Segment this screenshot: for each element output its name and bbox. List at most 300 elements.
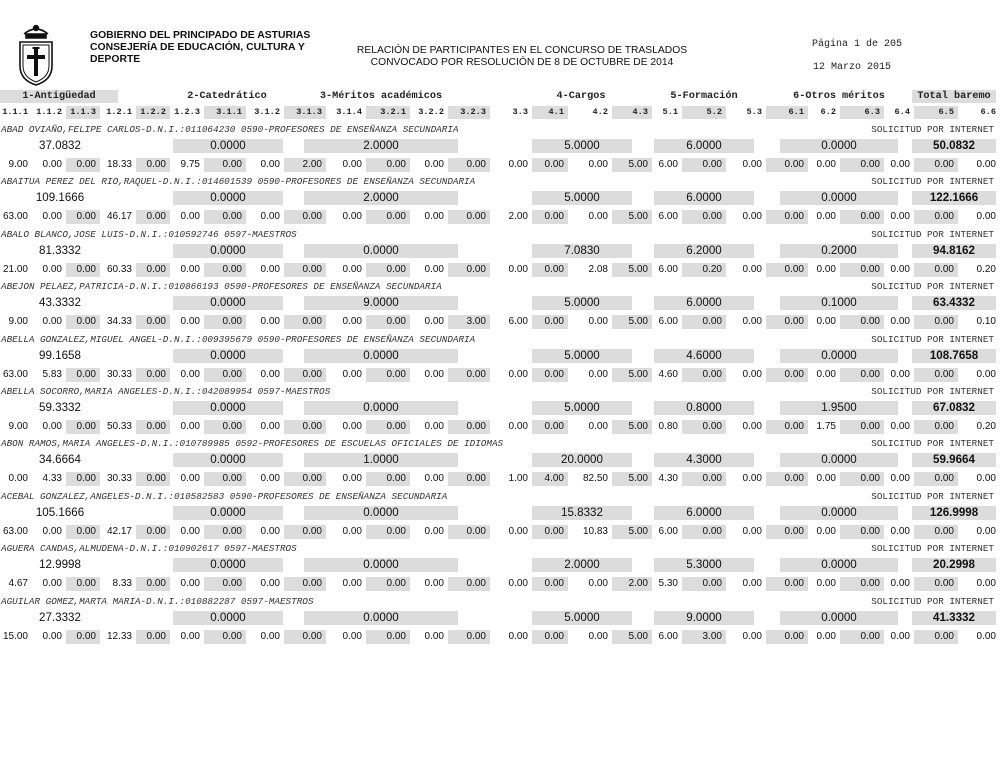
detail-value: 0.00 <box>840 577 884 591</box>
detail-value: 2.00 <box>612 577 652 591</box>
section-header-row <box>0 90 1000 103</box>
detail-value: 0.00 <box>816 211 836 223</box>
detail-value: 0.00 <box>260 263 280 275</box>
detail-value: 0.00 <box>204 210 246 224</box>
detail-value: 0.00 <box>766 158 808 172</box>
detail-value: 3.00 <box>448 315 490 329</box>
section-total: 59.3332 <box>39 400 81 414</box>
participant-name: ABAITUA PEREZ DEL RIO,RAQUEL-D.N.I.:014601539 0590-PROFESORES DE ENSEÑANZA SECUNDARIA <box>1 176 476 188</box>
section-total: 4.3000 <box>654 453 754 467</box>
detail-value: 21.00 <box>2 263 28 275</box>
subcolumn-header: 3.2.2 <box>418 107 444 117</box>
section-total: 99.1658 <box>39 348 81 362</box>
detail-value: 12.33 <box>106 630 132 642</box>
section-total: 0.0000 <box>173 191 283 205</box>
subcolumn-header: 3.1.2 <box>254 107 280 117</box>
detail-value: 0.00 <box>532 630 568 644</box>
detail-value: 0.00 <box>890 368 910 380</box>
participant-record <box>0 436 1000 488</box>
detail-value: 63.00 <box>2 525 28 537</box>
section-total: 0.0000 <box>173 139 283 153</box>
detail-value: 0.00 <box>766 630 808 644</box>
section-totals-row <box>0 139 1000 153</box>
detail-value: 4.30 <box>658 473 678 485</box>
section-header: 5-Formación <box>670 91 738 102</box>
section-total: 27.3332 <box>39 610 81 624</box>
section-total: 37.0832 <box>39 139 81 152</box>
section-total: 4.6000 <box>654 349 754 363</box>
detail-value: 0.00 <box>682 577 726 591</box>
subcolumn-header: 1.1.3 <box>66 106 100 119</box>
detail-value: 0.10 <box>976 316 996 328</box>
detail-value: 0.00 <box>260 420 280 432</box>
detail-value: 0.00 <box>424 368 444 380</box>
section-total: 43.3332 <box>39 296 81 310</box>
section-header: Total baremo <box>912 90 996 103</box>
detail-value: 0.00 <box>136 315 170 329</box>
detail-value: 0.00 <box>180 525 200 537</box>
detail-value: 30.33 <box>106 473 132 485</box>
subcolumn-header: 4.2 <box>592 107 608 117</box>
detail-value: 0.00 <box>342 211 362 223</box>
detail-value: 0.00 <box>66 577 100 591</box>
detail-value: 0.00 <box>284 577 326 591</box>
detail-value: 0.00 <box>342 420 362 432</box>
section-total: 2.0000 <box>532 558 632 572</box>
detail-value: 0.00 <box>508 578 528 590</box>
detail-value: 0.00 <box>284 368 326 382</box>
detail-value: 0.00 <box>66 472 100 486</box>
detail-value: 0.00 <box>66 525 100 539</box>
detail-value: 0.00 <box>682 368 726 382</box>
detail-value: 0.00 <box>342 630 362 642</box>
section-header: 6-Otros méritos <box>793 91 885 102</box>
detail-values-row <box>0 525 1000 539</box>
section-totals-row <box>0 558 1000 572</box>
total-baremo-value: 20.2998 <box>912 558 996 572</box>
section-total: 2.0000 <box>304 139 458 153</box>
detail-value: 0.00 <box>532 210 568 224</box>
detail-value: 0.00 <box>532 158 568 172</box>
detail-value: 0.00 <box>682 472 726 486</box>
detail-value: 0.00 <box>508 159 528 170</box>
detail-value: 0.00 <box>66 420 100 434</box>
detail-value: 0.00 <box>742 211 762 223</box>
detail-value: 0.00 <box>508 420 528 432</box>
request-type: SOLICITUD POR INTERNET <box>871 228 994 240</box>
detail-value: 0.00 <box>42 630 62 642</box>
total-baremo-value: 67.0832 <box>912 401 996 415</box>
detail-value: 0.00 <box>136 472 170 486</box>
detail-value: 0.00 <box>42 263 62 275</box>
detail-value: 0.00 <box>840 158 884 172</box>
section-total: 0.0000 <box>780 191 898 205</box>
detail-value: 0.00 <box>424 263 444 275</box>
participant-record <box>0 279 1000 331</box>
section-header: 2-Catedrático <box>187 91 267 102</box>
section-total: 0.0000 <box>304 401 458 415</box>
detail-value: 0.00 <box>180 578 200 590</box>
detail-value: 0.00 <box>742 473 762 485</box>
detail-value: 0.00 <box>204 315 246 329</box>
subcolumn-header: 5.1 <box>662 107 678 117</box>
section-total: 109.1666 <box>35 191 85 205</box>
org-line: GOBIERNO DEL PRINCIPADO DE ASTURIAS <box>90 30 311 41</box>
detail-value: 6.00 <box>658 263 678 275</box>
request-type: SOLICITUD POR INTERNET <box>871 490 994 502</box>
section-totals-row <box>0 244 1000 258</box>
section-total: 5.0000 <box>532 296 632 310</box>
detail-value: 50.33 <box>106 420 132 432</box>
participant-name: ABELLA SOCORRO,MARIA ANGELES-D.N.I.:042089954 0597-MAESTROS <box>1 385 331 397</box>
detail-value: 0.00 <box>890 630 910 642</box>
detail-value: 0.00 <box>342 368 362 380</box>
participant-name: ACEBAL GONZALEZ,ANGELES-D.N.I.:010582583 0590-PROFESORES DE ENSEÑANZA SECUNDARIA <box>1 490 448 502</box>
detail-value: 0.00 <box>588 159 608 170</box>
detail-value: 0.00 <box>766 577 808 591</box>
detail-value: 9.75 <box>180 159 200 170</box>
section-totals-row <box>0 401 1000 415</box>
detail-value: 0.00 <box>284 630 326 644</box>
detail-value: 0.00 <box>508 368 528 380</box>
detail-value: 0.00 <box>180 316 200 328</box>
section-header: 3-Méritos académicos <box>319 91 443 102</box>
subcolumn-header: 5.2 <box>682 106 726 119</box>
detail-value: 0.00 <box>914 420 958 434</box>
subcolumn-header: 6.4 <box>894 107 910 117</box>
participant-name: AGUILAR GOMEZ,MARTA MARIA-D.N.I.:010882287 0597-MAESTROS <box>1 595 314 607</box>
section-total: 0.0000 <box>173 611 283 625</box>
detail-value: 0.00 <box>766 525 808 539</box>
detail-value: 0.00 <box>976 211 996 223</box>
section-total: 0.0000 <box>173 244 283 258</box>
detail-value: 0.00 <box>588 211 608 223</box>
detail-value: 0.00 <box>42 316 62 328</box>
report-date: 12 Marzo 2015 <box>813 62 892 73</box>
section-total: 1.9500 <box>780 401 898 415</box>
detail-value: 0.00 <box>890 578 910 590</box>
subcolumn-header: 3.1.4 <box>336 107 362 117</box>
subcolumn-header: 1.1.1 <box>2 107 28 117</box>
section-total: 0.0000 <box>173 349 283 363</box>
detail-value: 0.00 <box>424 159 444 170</box>
detail-value: 15.00 <box>2 630 28 642</box>
section-total: 0.0000 <box>780 611 898 625</box>
title-line: RELACIÓN DE PARTICIPANTES EN EL CONCURSO DE TRASLADOS <box>356 45 688 56</box>
detail-value: 0.00 <box>914 525 958 539</box>
detail-value: 0.00 <box>742 630 762 642</box>
detail-value: 0.00 <box>914 315 958 329</box>
section-totals-row <box>0 349 1000 363</box>
detail-value: 5.00 <box>612 263 652 277</box>
participant-record <box>0 227 1000 279</box>
subcolumn-header: 6.5 <box>914 106 958 119</box>
detail-value: 0.00 <box>890 263 910 275</box>
detail-value: 0.00 <box>840 420 884 434</box>
section-total: 9.0000 <box>654 611 754 625</box>
detail-value: 0.00 <box>816 578 836 590</box>
participant-record <box>0 384 1000 436</box>
detail-value: 0.00 <box>890 316 910 328</box>
section-total: 0.0000 <box>173 558 283 572</box>
detail-value: 0.00 <box>204 472 246 486</box>
detail-values-row <box>0 420 1000 434</box>
participant-name: ABALO BLANCO,JOSE LUIS-D.N.I.:010592746 0597-MAESTROS <box>1 228 297 240</box>
subcolumn-header: 5.3 <box>746 107 762 117</box>
detail-value: 0.00 <box>890 420 910 432</box>
section-total: 9.0000 <box>304 296 458 310</box>
detail-value: 0.00 <box>260 368 280 380</box>
detail-value: 0.00 <box>532 368 568 382</box>
detail-value: 0.00 <box>180 368 200 380</box>
detail-value: 30.33 <box>106 368 132 380</box>
section-total: 5.0000 <box>532 611 632 625</box>
detail-value: 0.00 <box>284 263 326 277</box>
section-total: 5.0000 <box>532 191 632 205</box>
detail-values-row <box>0 315 1000 329</box>
participant-record <box>0 489 1000 541</box>
section-total: 0.0000 <box>780 453 898 467</box>
detail-value: 0.00 <box>448 630 490 644</box>
detail-value: 0.00 <box>342 473 362 485</box>
detail-value: 0.00 <box>840 263 884 277</box>
section-total: 7.0830 <box>532 244 632 258</box>
detail-value: 0.00 <box>532 577 568 591</box>
detail-value: 0.00 <box>816 630 836 642</box>
detail-value: 0.00 <box>742 159 762 170</box>
detail-value: 0.00 <box>816 159 836 170</box>
detail-value: 5.00 <box>612 315 652 329</box>
subcolumn-header: 3.3 <box>512 107 528 117</box>
detail-value: 0.00 <box>508 525 528 537</box>
subcolumn-header: 3.1.1 <box>204 106 246 119</box>
subcolumn-header: 4.1 <box>532 106 568 119</box>
detail-value: 0.00 <box>260 316 280 328</box>
detail-value: 0.00 <box>260 473 280 485</box>
detail-value: 0.00 <box>508 263 528 275</box>
section-total: 105.1666 <box>35 505 85 519</box>
section-total: 6.0000 <box>654 191 754 205</box>
detail-value: 0.00 <box>914 472 958 486</box>
detail-value: 0.00 <box>180 420 200 432</box>
subcolumn-header-row <box>0 106 1000 119</box>
section-total: 0.0000 <box>173 401 283 415</box>
subcolumn-header: 6.2 <box>820 107 836 117</box>
detail-value: 1.75 <box>816 420 836 432</box>
section-total: 0.0000 <box>304 611 458 625</box>
section-totals-row <box>0 506 1000 520</box>
section-totals-row <box>0 191 1000 205</box>
detail-value: 0.00 <box>136 158 170 172</box>
detail-value: 0.00 <box>424 525 444 537</box>
detail-value: 34.33 <box>106 316 132 328</box>
detail-values-row <box>0 263 1000 277</box>
detail-value: 0.00 <box>766 263 808 277</box>
detail-value: 0.00 <box>890 473 910 485</box>
detail-value: 0.00 <box>424 211 444 223</box>
detail-value: 0.00 <box>204 577 246 591</box>
request-type: SOLICITUD POR INTERNET <box>871 333 994 345</box>
detail-value: 0.00 <box>448 472 490 486</box>
section-total: 0.0000 <box>304 558 458 572</box>
detail-value: 46.17 <box>106 211 132 223</box>
section-total: 0.0000 <box>173 453 283 467</box>
detail-value: 0.00 <box>260 525 280 537</box>
section-total: 0.1000 <box>780 296 898 310</box>
participant-record <box>0 122 1000 174</box>
detail-value: 5.30 <box>658 578 678 590</box>
detail-value: 0.00 <box>840 210 884 224</box>
request-type: SOLICITUD POR INTERNET <box>871 124 994 135</box>
detail-value: 0.00 <box>284 420 326 434</box>
detail-value: 63.00 <box>2 368 28 380</box>
detail-value: 0.00 <box>682 210 726 224</box>
detail-value: 5.83 <box>42 368 62 380</box>
participant-record <box>0 541 1000 593</box>
section-total: 0.0000 <box>173 296 283 310</box>
detail-value: 0.00 <box>766 210 808 224</box>
detail-value: 0.00 <box>766 368 808 382</box>
subcolumn-header: 1.1.2 <box>36 107 62 117</box>
detail-value: 10.83 <box>582 525 608 537</box>
detail-value: 0.00 <box>448 210 490 224</box>
section-total: 0.0000 <box>304 349 458 363</box>
subcolumn-header: 3.2.3 <box>448 106 490 119</box>
detail-value: 0.00 <box>914 577 958 591</box>
detail-value: 0.00 <box>532 420 568 434</box>
detail-value: 5.00 <box>612 525 652 539</box>
detail-value: 1.00 <box>508 473 528 485</box>
detail-value: 0.00 <box>136 368 170 382</box>
participant-name: AGUERA CANDAS,ALMUDENA-D.N.I.:010902617 0597-MAESTROS <box>1 543 297 555</box>
detail-value: 0.00 <box>914 263 958 277</box>
detail-value: 6.00 <box>658 211 678 223</box>
detail-value: 5.00 <box>612 368 652 382</box>
detail-value: 0.20 <box>682 263 726 277</box>
request-type: SOLICITUD POR INTERNET <box>871 543 994 555</box>
participant-name: ABON RAMOS,MARIA ANGELES-D.N.I.:010789985 0592-PROFESORES DE ESCUELAS OFICIALES DE IDIOMAS <box>1 438 504 450</box>
detail-value: 6.00 <box>658 159 678 170</box>
detail-value: 0.00 <box>260 630 280 642</box>
detail-value: 0.00 <box>180 473 200 485</box>
detail-value: 0.00 <box>840 630 884 644</box>
detail-value: 0.00 <box>180 211 200 223</box>
title-line: CONVOCADO POR RESOLUCIÓN DE 8 DE OCTUBRE DE 2014 <box>370 57 674 68</box>
section-totals-row <box>0 611 1000 625</box>
detail-value: 5.00 <box>612 630 652 644</box>
detail-value: 6.00 <box>658 316 678 328</box>
detail-value: 0.00 <box>136 420 170 434</box>
detail-value: 5.00 <box>612 472 652 486</box>
detail-value: 0.00 <box>136 210 170 224</box>
detail-value: 0.00 <box>260 578 280 590</box>
detail-value: 0.00 <box>204 368 246 382</box>
request-type: SOLICITUD POR INTERNET <box>871 176 994 188</box>
detail-value: 0.00 <box>976 630 996 642</box>
detail-value: 9.00 <box>8 420 28 432</box>
detail-value: 0.00 <box>914 368 958 382</box>
detail-value: 42.17 <box>106 525 132 537</box>
detail-value: 5.00 <box>612 158 652 172</box>
section-header: 1-Antigüedad <box>0 90 118 103</box>
section-total: 1.0000 <box>304 453 458 467</box>
detail-value: 0.00 <box>284 525 326 539</box>
total-baremo-value: 122.1666 <box>912 191 996 205</box>
section-total: 0.0000 <box>780 506 898 520</box>
detail-value: 0.00 <box>424 630 444 642</box>
participant-name: ABEJON PELAEZ,PATRICIA-D.N.I.:010866193 0590-PROFESORES DE ENSEÑANZA SECUNDARIA <box>1 281 442 293</box>
detail-value: 0.00 <box>204 263 246 277</box>
detail-value: 0.00 <box>180 263 200 275</box>
detail-value: 82.50 <box>582 473 608 485</box>
detail-value: 0.00 <box>976 578 996 590</box>
detail-value: 0.00 <box>136 263 170 277</box>
detail-value: 4.33 <box>42 473 62 485</box>
section-total: 34.6664 <box>39 453 81 467</box>
detail-value: 0.00 <box>342 578 362 590</box>
detail-value: 0.00 <box>260 159 280 170</box>
detail-values-row <box>0 630 1000 644</box>
detail-value: 0.00 <box>366 263 410 277</box>
section-total: 0.0000 <box>780 139 898 153</box>
detail-value: 0.00 <box>136 577 170 591</box>
detail-value: 0.00 <box>682 158 726 172</box>
detail-value: 0.00 <box>448 368 490 382</box>
subcolumn-header: 3.2.1 <box>366 106 410 119</box>
section-total: 5.3000 <box>654 558 754 572</box>
detail-value: 0.00 <box>66 630 100 644</box>
detail-value: 0.00 <box>816 316 836 328</box>
detail-value: 0.00 <box>448 577 490 591</box>
detail-value: 0.00 <box>816 525 836 537</box>
request-type: SOLICITUD POR INTERNET <box>871 595 994 607</box>
detail-value: 0.00 <box>588 630 608 642</box>
detail-value: 0.00 <box>424 420 444 432</box>
detail-value: 0.00 <box>284 472 326 486</box>
detail-value: 0.20 <box>976 263 996 275</box>
section-total: 0.2000 <box>780 244 898 258</box>
detail-value: 0.00 <box>66 158 100 172</box>
detail-value: 0.00 <box>42 159 62 170</box>
detail-value: 0.00 <box>366 525 410 539</box>
detail-value: 5.00 <box>612 420 652 434</box>
organization-name <box>90 30 310 66</box>
detail-value: 9.00 <box>8 316 28 328</box>
detail-value: 0.00 <box>682 315 726 329</box>
participant-name: ABELLA GONZALEZ,MIGUEL ANGEL-D.N.I.:009395679 0590-PROFESORES DE ENSEÑANZA SECUNDARIA <box>1 333 476 345</box>
detail-value: 0.00 <box>260 211 280 223</box>
detail-value: 0.00 <box>816 473 836 485</box>
detail-value: 9.00 <box>8 159 28 170</box>
detail-value: 0.00 <box>840 315 884 329</box>
section-totals-row <box>0 453 1000 467</box>
detail-value: 0.00 <box>840 472 884 486</box>
detail-value: 0.00 <box>766 315 808 329</box>
detail-value: 0.00 <box>840 525 884 539</box>
total-baremo-value: 50.0832 <box>912 139 996 153</box>
section-total: 0.0000 <box>173 506 283 520</box>
detail-value: 0.00 <box>342 159 362 170</box>
subcolumn-header: 6.6 <box>980 107 996 117</box>
detail-value: 0.00 <box>588 368 608 380</box>
subcolumn-header: 6.1 <box>766 106 808 119</box>
section-total: 0.8000 <box>654 401 754 415</box>
detail-value: 4.00 <box>532 472 568 486</box>
detail-value: 0.00 <box>342 263 362 275</box>
section-total: 2.0000 <box>304 191 458 205</box>
detail-value: 4.60 <box>658 368 678 380</box>
detail-value: 63.00 <box>2 211 28 223</box>
